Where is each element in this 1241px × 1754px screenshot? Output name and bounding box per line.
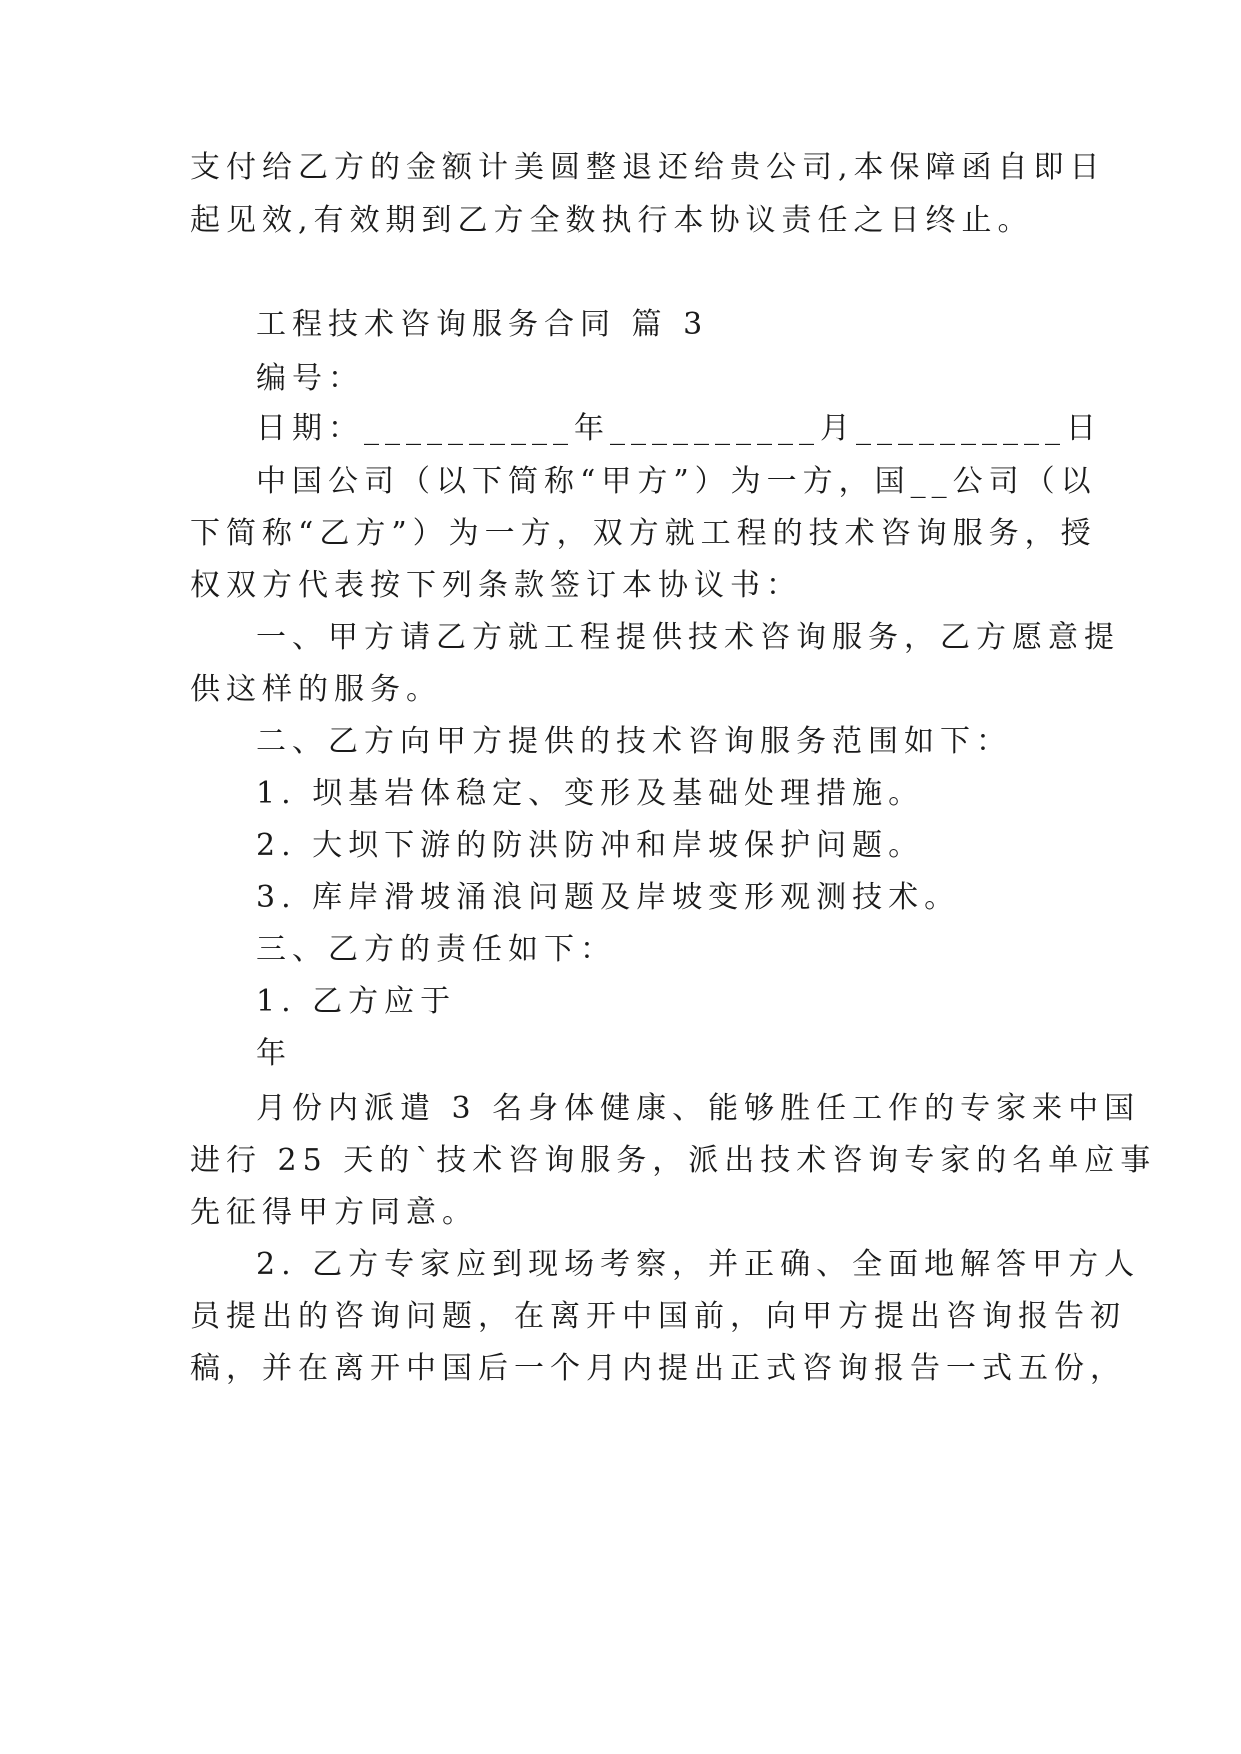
list-item: 1. 乙方应于 — [256, 984, 457, 1019]
body-text-line: 一、甲方请乙方就工程提供技术咨询服务，乙方愿意提 — [256, 620, 1120, 655]
list-item: 2. 大坝下游的防洪防冲和岸坡保护问题。 — [256, 828, 925, 863]
body-text-line: 稿，并在离开中国后一个月内提出正式咨询报告一式五份， — [190, 1351, 1126, 1386]
body-text-line: 先征得甲方同意。 — [190, 1195, 478, 1230]
section-title: 工程技术咨询服务合同 篇 3 — [256, 307, 709, 342]
contract-number-label: 编号： — [256, 361, 364, 396]
body-text-line: 供这样的服务。 — [190, 672, 442, 707]
body-text-line: 中国公司（以下简称“甲方”）为一方，国__公司（以 — [256, 464, 1097, 499]
list-item: 2. 乙方专家应到现场考察，并正确、全面地解答甲方人 — [256, 1247, 1141, 1282]
body-text-line: 三、乙方的责任如下： — [256, 932, 616, 967]
body-text-line: 员提出的咨询问题，在离开中国前，向甲方提出咨询报告初 — [190, 1299, 1126, 1334]
body-text-line: 下简称“乙方”）为一方，双方就工程的技术咨询服务，授 — [190, 516, 1097, 551]
list-item: 3. 库岸滑坡涌浪问题及岸坡变形观测技术。 — [256, 880, 961, 915]
contract-date-line: 日期：__________年__________月__________日 — [256, 411, 1102, 446]
body-text-line: 支付给乙方的金额计美圆整退还给贵公司,本保障函自即日 — [190, 150, 1106, 185]
body-text-line: 进行 25 天的`技术咨询服务，派出技术咨询专家的名单应事 — [190, 1143, 1157, 1178]
body-text-line: 月份内派遣 3 名身体健康、能够胜任工作的专家来中国 — [256, 1091, 1141, 1126]
body-text-line: 权双方代表按下列条款签订本协议书： — [190, 568, 802, 603]
body-text-line: 年 — [256, 1036, 292, 1071]
list-item: 1. 坝基岩体稳定、变形及基础处理措施。 — [256, 776, 925, 811]
body-text-line: 二、乙方向甲方提供的技术咨询服务范围如下： — [256, 724, 1012, 759]
body-text-line: 起见效,有效期到乙方全数执行本协议责任之日终止。 — [190, 203, 1034, 238]
